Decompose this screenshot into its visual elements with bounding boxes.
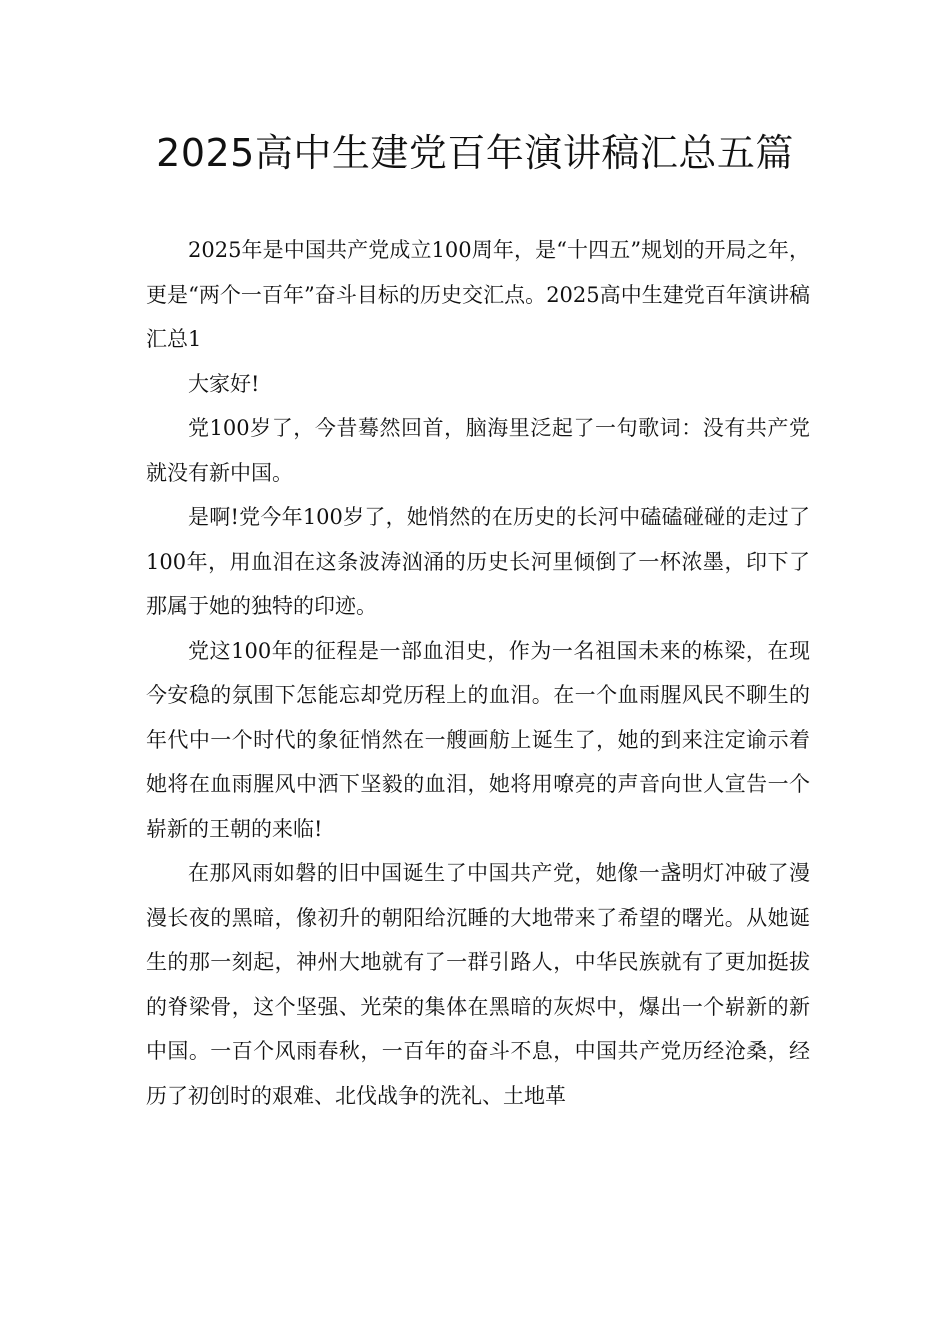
paragraph: 在那风雨如磐的旧中国诞生了中国共产党，她像一盏明灯冲破了漫漫长夜的黑暗，像初升的朝阳给沉睡的大地带来了希望的曙光。从她诞生的那一刻起，神州大地就有了一群引路人，中华民族就有了更加挺拔的脊梁骨，这个坚强、光荣的集体在黑暗的灰烬中，爆出一个崭新的新中国。一百个风雨春秋，一百年的奋斗不息，中国共产党历经沧桑，经历了初创时的艰难、北伐战争的洗礼、土地革	[146, 861, 810, 1108]
paragraph: 党100岁了，今昔蓦然回首，脑海里泛起了一句歌词：没有共产党就没有新中国。	[146, 416, 810, 485]
paragraph: 是啊!党今年100岁了，她悄然的在历史的长河中磕磕碰碰的走过了100年，用血泪在这条波涛汹涌的历史长河里倾倒了一杯浓墨，印下了那属于她的独特的印迹。	[146, 505, 810, 618]
paragraph-greeting: 大家好!	[188, 371, 260, 396]
paragraph-intro: 2025年是中国共产党成立100周年，是“十四五”规划的开局之年，更是“两个一百年”奋斗目标的历史交汇点。2025高中生建党百年演讲稿汇总1	[146, 238, 810, 351]
document-title: 2025高中生建党百年演讲稿汇总五篇	[156, 131, 794, 175]
paragraph: 党这100年的征程是一部血泪史，作为一名祖国未来的栋梁，在现今安稳的氛围下怎能忘却党历程上的血泪。在一个血雨腥风民不聊生的年代中一个时代的象征悄然在一艘画舫上诞生了，她的到来注定谕示着她将在血雨腥风中洒下坚毅的血泪，她将用嘹亮的声音向世人宣告一个崭新的王朝的来临!	[146, 638, 810, 841]
document-body	[146, 228, 810, 1118]
